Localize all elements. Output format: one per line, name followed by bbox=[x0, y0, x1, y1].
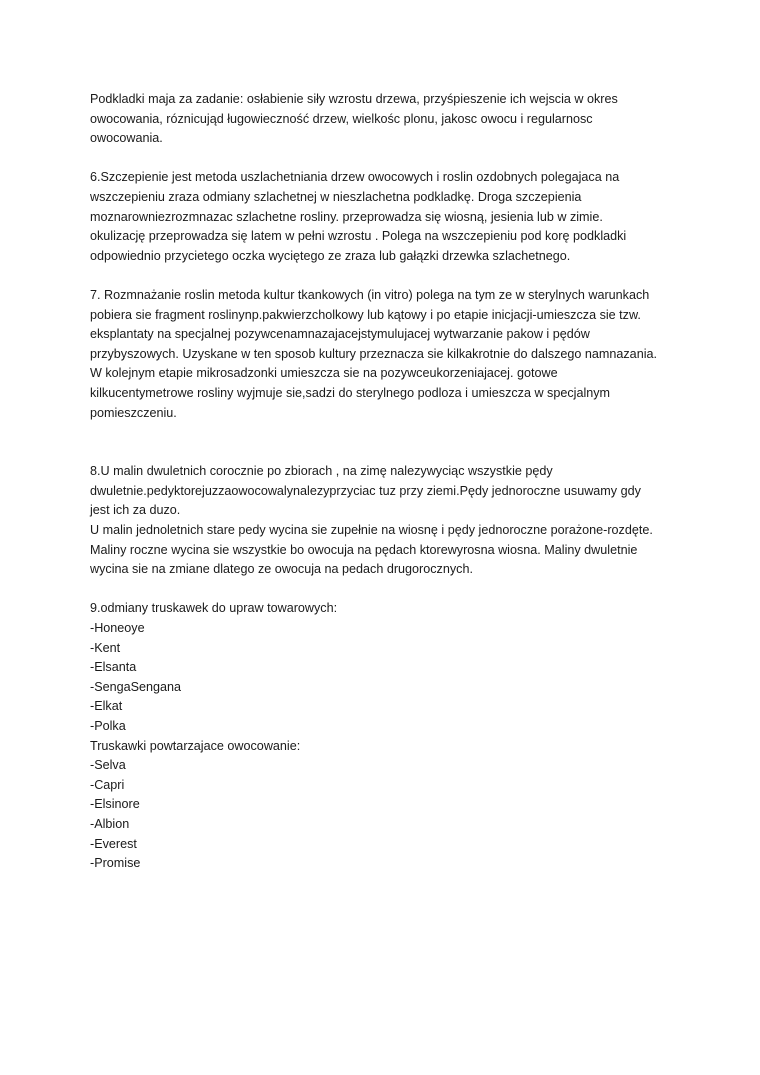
list-item: -Elsinore bbox=[90, 797, 140, 812]
text-line: dwuletnie.pedyktorejuzzaowocowalynalezyprzyciac tuz przy ziemi.Pędy jednoroczne usuwamy gdy bbox=[90, 483, 641, 498]
paragraph-gap bbox=[90, 266, 690, 286]
list-item: -Elkat bbox=[90, 699, 123, 714]
paragraph-8-maliny bbox=[90, 462, 690, 580]
text-line: Maliny roczne wycina sie wszystkie bo owocuja na pędach ktorewyrosna wiosna. Maliny dwuletnie bbox=[90, 542, 638, 557]
text-line: U malin jednoletnich stare pedy wycina sie zupełnie na wiosnę i pędy jednoroczne porażone-rozdęte. bbox=[90, 523, 653, 538]
text-line: 6.Szczepienie jest metoda uszlachetniania drzew owocowych i roslin ozdobnych polegajaca na bbox=[90, 170, 620, 185]
paragraph-gap bbox=[90, 149, 690, 169]
text-line: 7. Rozmnażanie roslin metoda kultur tkankowych (in vitro) polega na tym ze w sterylnych warunkach bbox=[90, 287, 650, 302]
text-line: pobiera sie fragment roslinynp.pakwierzcholkowy lub kątowy i po etapie inicjacji-umieszcza sie tzw. bbox=[90, 307, 641, 322]
list-item: -Capri bbox=[90, 777, 125, 792]
text-line: moznarowniezrozmnazac szlachetne rosliny. przeprowadza się wiosną, jesienia lub w zimie. bbox=[90, 209, 603, 224]
text-line: kilkucentymetrowe rosliny wyjmuje sie,sadzi do sterylnego podloza i umieszcza w specjalnym bbox=[90, 385, 611, 400]
paragraph-gap bbox=[90, 580, 690, 600]
paragraph-9-truskawki bbox=[90, 599, 690, 873]
list-item: -Albion bbox=[90, 816, 130, 831]
list-heading: Truskawki powtarzajace owocowanie: bbox=[90, 738, 301, 753]
paragraph-6-szczepienie bbox=[90, 168, 690, 266]
text-line: wszczepieniu zraza odmiany szlachetnej w nieszlachetna podkladkę. Droga szczepienia bbox=[90, 189, 582, 204]
paragraph-podkladki bbox=[90, 90, 690, 149]
text-line: jest ich za duzo. bbox=[90, 503, 181, 518]
text-line: okulizację przeprowadza się latem w pełni wzrostu . Polega na wszczepieniu pod korę podkladki bbox=[90, 229, 627, 244]
list-item: -Everest bbox=[90, 836, 137, 851]
paragraph-7-in-vitro bbox=[90, 286, 690, 423]
text-line: 8.U malin dwuletnich corocznie po zbiorach , na zimę nalezywyciąc wszystkie pędy bbox=[90, 464, 553, 479]
list-item: -Polka bbox=[90, 719, 126, 733]
text-line: eksplantaty na specjalnej pozywcenamnazajacejstymulujacej wytwarzanie pakow i pędów bbox=[90, 327, 590, 342]
text-line: przybyszowych. Uzyskane w ten sposob kultury przeznacza sie kilkakrotnie do dalszego namnazania. bbox=[90, 346, 657, 361]
list-item: -SengaSengana bbox=[90, 679, 182, 694]
list-item: -Promise bbox=[90, 856, 141, 871]
document-page bbox=[90, 90, 690, 874]
text-line: owocowania, róznicująd ługowieczność drzew, wielkośc plonu, jakosc owocu i regularnosc bbox=[90, 111, 593, 126]
text-line: odpowiednio przycietego oczka wyciętego ze zraza lub gałązki drzewka szlachetnego. bbox=[90, 248, 571, 263]
text-line: W kolejnym etapie mikrosadzonki umieszcza sie na pozywceukorzeniajacej. gotowe bbox=[90, 366, 558, 381]
list-item: -Honeoye bbox=[90, 621, 145, 636]
list-item: -Elsanta bbox=[90, 660, 137, 675]
list-item: -Kent bbox=[90, 640, 121, 655]
list-item: -Selva bbox=[90, 758, 126, 773]
text-line: pomieszczeniu. bbox=[90, 405, 177, 420]
paragraph-gap bbox=[90, 423, 690, 462]
text-line: wycina sie na zmiane dlatego ze owocuja na pedach drugorocznych. bbox=[90, 562, 473, 577]
text-line: owocowania. bbox=[90, 131, 163, 146]
list-heading: 9.odmiany truskawek do upraw towarowych: bbox=[90, 601, 338, 616]
text-line: Podkladki maja za zadanie: osłabienie siły wzrostu drzewa, przyśpieszenie ich wejscia w okres bbox=[90, 92, 618, 106]
